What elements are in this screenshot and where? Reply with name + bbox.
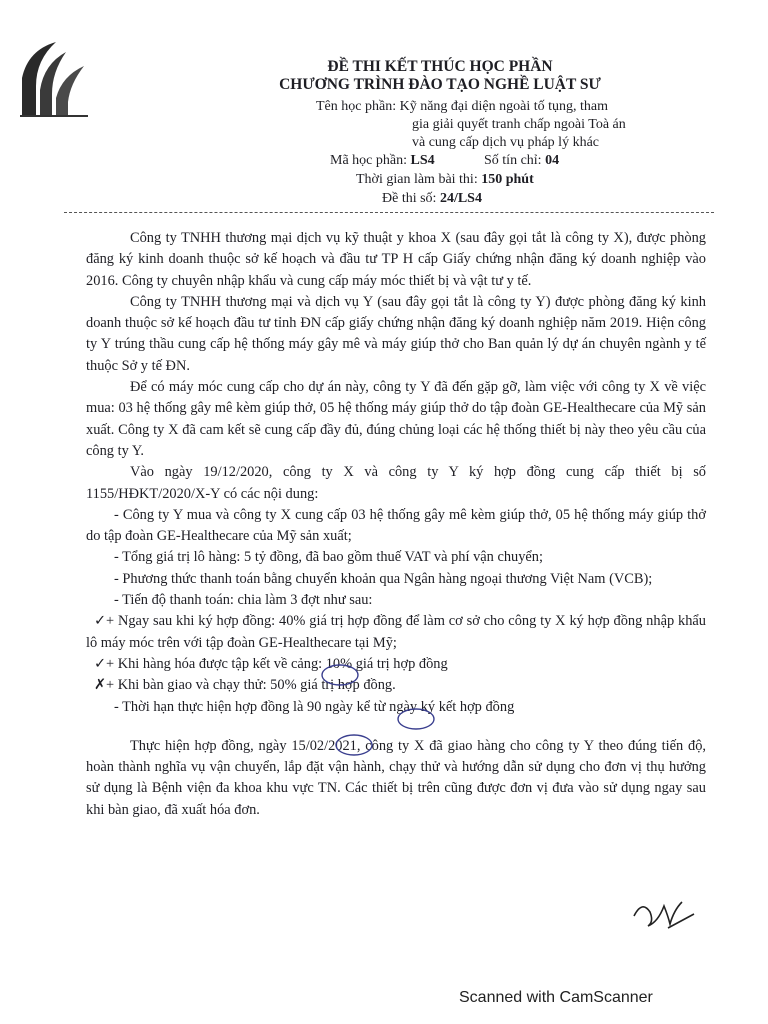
course-label: Tên học phần: xyxy=(316,99,397,114)
course-name-line-3: và cung cấp dịch vụ pháp lý khác xyxy=(412,135,599,150)
header-divider xyxy=(64,212,714,213)
payment-stage-3-text: + Khi bàn giao và chạy thử: 50% giá trị hợp đồng. xyxy=(106,677,396,694)
contract-item-goods: - Công ty Y mua và công ty X cung cấp 03 hệ thống gây mê kèm giúp thở, 05 hệ thống máy giúp thở do tập đoàn GE-Healthecare của Mỹ sản xuất; xyxy=(86,506,706,545)
pen-cross-icon: ✗ xyxy=(94,677,107,694)
exam-duration xyxy=(356,171,534,188)
payment-stage-1-text: + Ngay sau khi ký hợp đồng: 40% giá trị hợp đồng để làm cơ sở cho công ty X ký hợp đồng nhập khẩu lô máy móc trên với tập đoàn GE-Healthecare tại Mỹ; xyxy=(86,613,706,651)
course-name: Kỹ năng đại diện ngoài tố tụng, tham xyxy=(399,99,609,114)
pen-check-icon: ✓ xyxy=(94,655,107,672)
code-value: LS4 xyxy=(410,153,435,168)
school-logo xyxy=(18,38,90,118)
paragraph-company-y: Công ty TNHH thương mại và dịch vụ Y (sau đây gọi tắt là công ty Y) được phòng đăng ký kinh doanh thuộc sở kế hoạch đầu tư tỉnh ĐN cấp giấy chứng nhận đăng ký doanh nghiệp năm 2019. Hiện công ty Y trúng thầu cung cấp hệ thống máy gây mê và máy giúp thở cho Ban quản lý dự án chuyên ngành y tế thuộc Sở y tế ĐN. xyxy=(86,293,706,374)
credits-value: 04 xyxy=(545,153,560,168)
code-label: Mã học phần: xyxy=(330,153,407,168)
credits xyxy=(484,152,559,169)
paragraph-contract: Vào ngày 19/12/2020, công ty X và công ty Y ký hợp đồng cung cấp thiết bị số 1155/HĐKT/2020/X-Y có các nội dung: xyxy=(86,464,706,502)
exam-number xyxy=(382,190,482,207)
duration-label: Thời gian làm bài thi: xyxy=(356,172,478,187)
signature-icon xyxy=(628,892,698,932)
payment-stage-2-text: + Khi hàng hóa được tập kết về cảng: 10% giá trị hợp đồng xyxy=(106,655,448,672)
contract-item-payment-method: - Phương thức thanh toán bằng chuyển khoản qua Ngân hàng ngoại thương Việt Nam (VCB); xyxy=(114,570,653,587)
payment-stage-3 xyxy=(86,675,706,696)
pen-check-icon: ✓ xyxy=(94,613,107,630)
exam-title: ĐỀ THI KẾT THÚC HỌC PHẦN xyxy=(327,58,553,75)
exam-number-label: Đề thi số: xyxy=(382,191,437,206)
camscanner-watermark: Scanned with CamScanner xyxy=(459,989,653,1006)
exam-body xyxy=(86,228,706,821)
program-title: CHƯƠNG TRÌNH ĐÀO TẠO NGHỀ LUẬT SƯ xyxy=(279,76,601,93)
payment-stage-1 xyxy=(86,611,706,654)
credits-label: Số tín chỉ: xyxy=(484,153,542,168)
contract-item-term: - Thời hạn thực hiện hợp đồng là 90 ngày kể từ ngày ký kết hợp đồng xyxy=(114,698,515,715)
paragraph-company-x: Công ty TNHH thương mại dịch vụ kỹ thuật y khoa X (sau đây gọi tắt là công ty X), được phòng đăng ký kinh doanh thuộc sở kế hoạch và đầu tư TP H cấp Giấy chứng nhận đăng ký doanh nghiệp vào 2016. Công ty chuyên nhập khẩu và cung cấp máy móc thiết bị và vật tư y tế. xyxy=(86,230,706,289)
course-name-line-1 xyxy=(316,98,608,115)
payment-stage-2 xyxy=(86,654,706,675)
duration-value: 150 phút xyxy=(481,172,534,187)
contract-item-value: - Tổng giá trị lô hàng: 5 tỷ đồng, đã bao gồm thuế VAT và phí vận chuyển; xyxy=(114,549,543,566)
course-name-line-2: gia giải quyết tranh chấp ngoài Toà án xyxy=(412,117,626,132)
paragraph-performance: Thực hiện hợp đồng, ngày 15/02/2021, công ty X đã giao hàng cho công ty Y theo đúng tiến độ, hoàn thành nghĩa vụ vận chuyển, lắp đặt vận hành, chạy thử và hướng dẫn sử dụng cho đơn vị thụ hưởng sử dụng là Bệnh viện đa khoa khu vực TN. Các thiết bị trên cũng được đơn vị đưa vào sử dụng ngay sau khi bàn giao, đã xuất hóa đơn. xyxy=(86,737,706,818)
course-code xyxy=(330,152,435,169)
exam-number-value: 24/LS4 xyxy=(439,191,482,206)
exam-header xyxy=(230,58,650,94)
contract-item-schedule: - Tiến độ thanh toán: chia làm 3 đợt như sau: xyxy=(114,592,373,609)
paragraph-purchase: Để có máy móc cung cấp cho dự án này, công ty Y đã đến gặp gỡ, làm việc với công ty X về việc mua: 03 hệ thống gây mê kèm giúp thở, 05 hệ thống máy giúp thở do tập đoàn GE-Healthecare của Mỹ sản xuất. Công ty X đã cam kết sẽ cung cấp đầy đủ, đúng chủng loại các hệ thống thiết bị này theo yêu cầu của công ty Y. xyxy=(86,379,706,459)
